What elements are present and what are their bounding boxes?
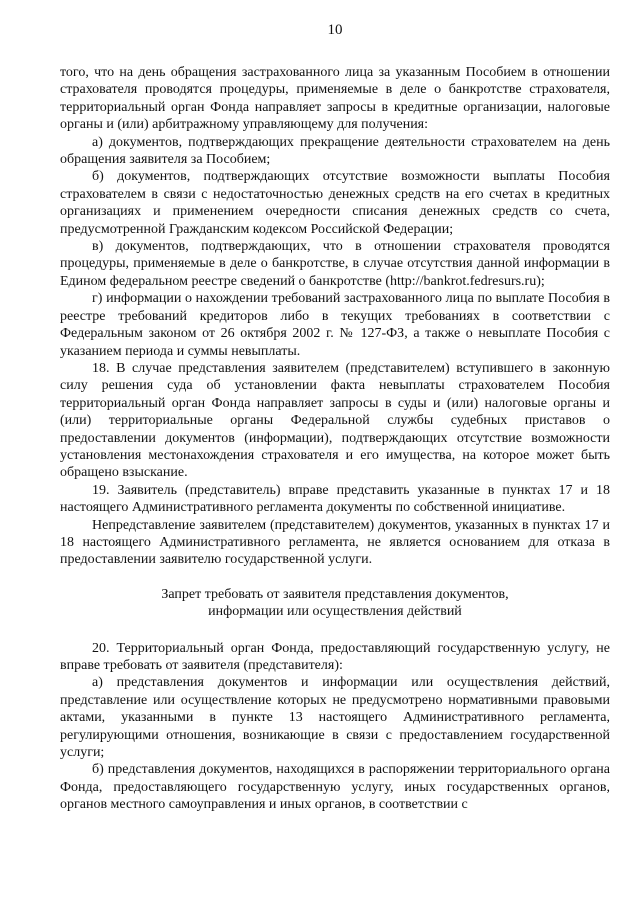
- paragraph-18: 18. В случае представления заявителем (представителем) вступившего в законную силу решения суда об установлении факта невыплаты страхователем Пособия территориальный орган Фонда направляет запросы в суды и (или) налоговые органы и (или) территориальные органы Федеральной службы судебных приставов о предоставлении документов (информации), подтверждающих отсутствие возможности установления местонахождения страхователя и его имущества, на которое может быть обращено взыскание.: [60, 360, 610, 481]
- section-heading-line-2: информации или осуществления действий: [208, 604, 462, 620]
- section-heading: [60, 586, 610, 621]
- paragraph-19-continued: Непредставление заявителем (представителем) документов, указанных в пунктах 17 и 18 настоящего Административного регламента, не является основанием для отказа в предоставлении заявителю государственной услуги.: [60, 517, 610, 568]
- body-bottom: [60, 640, 610, 814]
- body-top: [60, 64, 610, 569]
- paragraph-20-item-b: б) представления документов, находящихся в распоряжении территориального органа Фонда, предоставляющего государственную услугу, иных государственных органов, органов местного самоуправления и иных органов, в соответствии с: [60, 762, 610, 813]
- paragraph-item-b: б) документов, подтверждающих отсутствие возможности выплаты Пособия страхователем в связи с недостаточностью денежных средств на его счетах в кредитных организациях и применением очередности списания денежных средств со счета, предусмотренной Гражданским кодексом Российской Федерации;: [60, 169, 610, 237]
- paragraph-item-v: в) документов, подтверждающих, что в отношении страхователя проводятся процедуры, применяемые в деле о банкротстве, в случае отсутствия данной информации в Едином федеральном реестре сведений о банкротстве (http://bankrot.fedresurs.ru);: [60, 239, 610, 289]
- paragraph-20: 20. Территориальный орган Фонда, предоставляющий государственную услугу, не вправе требовать от заявителя (представителя):: [60, 640, 610, 673]
- paragraph-19: 19. Заявитель (представитель) вправе представить указанные в пунктах 17 и 18 настоящего Административного регламента документы по собственной инициативе.: [60, 482, 610, 516]
- paragraph-continuation: того, что на день обращения застрахованного лица за указанным Пособием в отношении страхователя проводятся процедуры, применяемые в деле о банкротстве страхователя, территориальный орган Фонда направляет запросы в кредитные организации, налоговые органы и (или) арбитражному управляющему для получения:: [60, 65, 610, 133]
- page-number: 10: [327, 22, 343, 38]
- paragraph-item-a: а) документов, подтверждающих прекращение деятельности страхователем на день обращения заявителя за Пособием;: [60, 134, 610, 168]
- paragraph-20-item-a: а) представления документов и информации или осуществления действий, представление или осуществление которых не предусмотрено нормативными правовыми актами, указанными в пункте 13 настоящего Административного регламента, регулирующими отношения, возникающие в связи с предоставлением государственной услуги;: [60, 675, 610, 761]
- section-heading-line-1: Запрет требовать от заявителя представления документов,: [161, 586, 509, 602]
- paragraph-item-g: г) информации о нахождении требований застрахованного лица по выплате Пособия в реестре требований кредиторов либо в текущих требованиях в соответствии с Федеральным законом от 26 октября 2002 г. № 127-ФЗ, а также о невыплате Пособия с указанием периода и суммы невыплаты.: [60, 291, 610, 359]
